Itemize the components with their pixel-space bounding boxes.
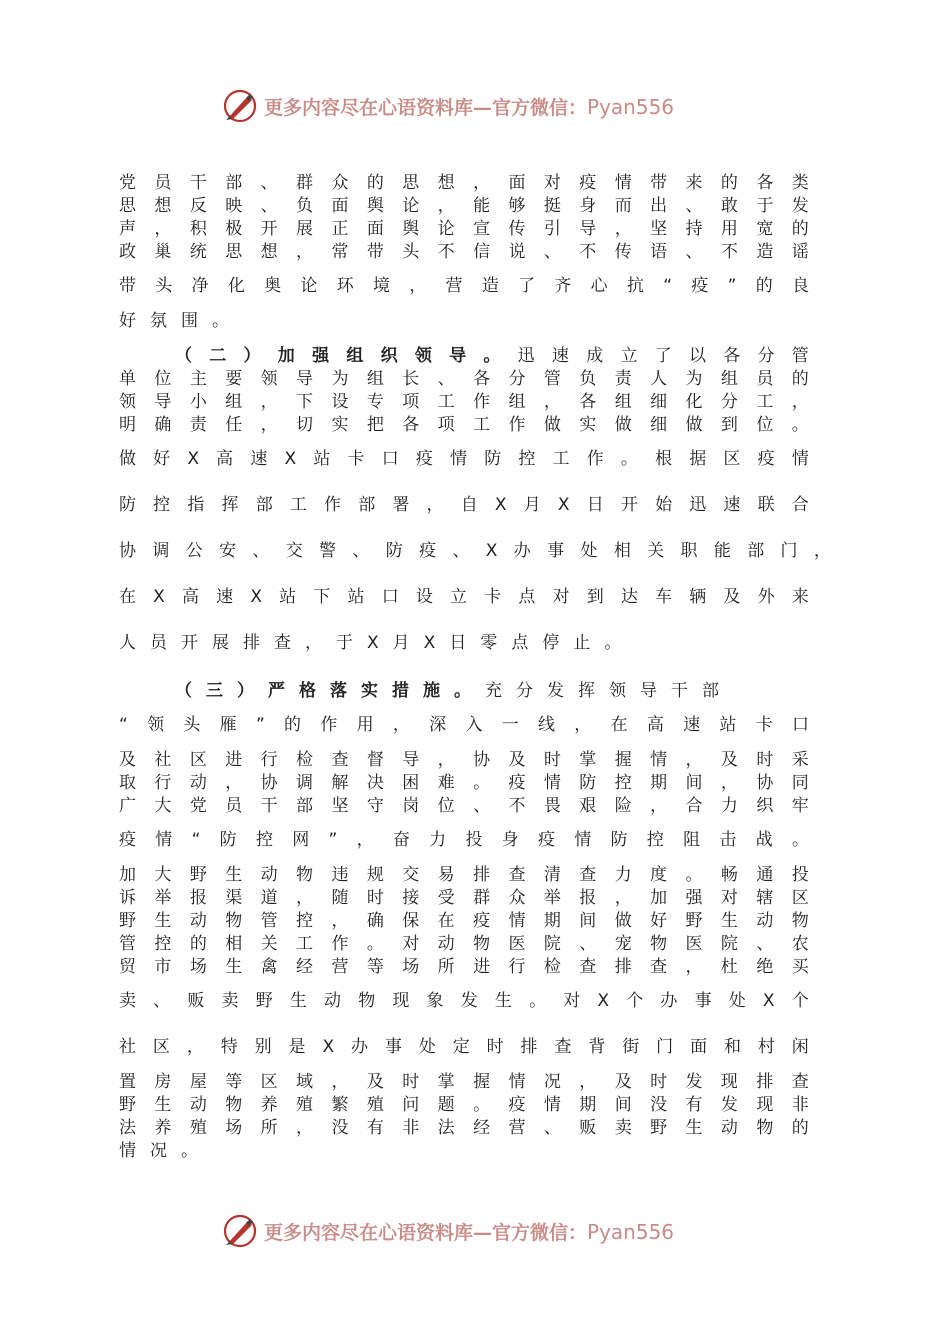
- text-line: 诉 举 报 渠 道 ， 随 时 接 受 群 众 举 报 ， 加 强 对 辖 区: [119, 888, 809, 908]
- text-line: 广 大 党 员 干 部 坚 守 岗 位 、 不 畏 艰 险 ， 合 力 织 牢: [119, 796, 809, 816]
- text-line: 思 想 反 映 、 负 面 舆 论 ， 能 够 挺 身 而 出 、 敢 于 发: [119, 196, 809, 216]
- text-line: 野 生 动 物 管 控 ， 确 保 在 疫 情 期 间 做 好 野 生 动 物: [119, 911, 809, 931]
- text-line: 疫 情 “ 防 控 网 ” ， 奋 力 投 身 疫 情 防 控 阻 击 战 。: [119, 830, 809, 850]
- text-line: 声 ， 积 极 开 展 正 面 舆 论 宣 传 引 导 ， 坚 持 用 宽 的: [119, 219, 809, 239]
- text-line: “ 领 头 雁 ” 的 作 用 ， 深 入 一 线 ， 在 高 速 站 卡 口: [119, 715, 809, 735]
- text-line: 野 生 动 物 养 殖 繁 殖 问 题 。 疫 情 期 间 没 有 发 现 非: [119, 1095, 809, 1115]
- text-line: 加 大 野 生 动 物 违 规 交 易 排 查 清 查 力 度 。 畅 通 投: [119, 865, 809, 885]
- pen-logo-icon: [222, 88, 258, 124]
- text-line: 社 区 ， 特 别 是 X 办 事 处 定 时 排 查 背 街 门 面 和 村 闲: [119, 1037, 809, 1057]
- text-line: 管 控 的 相 关 工 作 。 对 动 物 医 院 、 宠 物 医 院 、 农: [119, 934, 809, 954]
- text-line: 单 位 主 要 领 导 为 组 长 、 各 分 管 负 责 人 为 组 员 的: [119, 369, 809, 389]
- text-line: 人 员 开 展 排 查 ， 于 X 月 X 日 零 点 停 止 。: [119, 633, 622, 653]
- text-line: 置 房 屋 等 区 域 ， 及 时 掌 握 情 况 ， 及 时 发 现 排 查: [119, 1072, 809, 1092]
- text-line: 在 X 高 速 X 站 下 站 口 设 立 卡 点 对 到 达 车 辆 及 外 来: [119, 587, 809, 607]
- pen-logo-icon: [222, 1213, 258, 1249]
- text-line: 卖 、 贩 卖 野 生 动 物 现 象 发 生 。 对 X 个 办 事 处 X 个: [119, 991, 809, 1011]
- text-line: （ 二 ） 加 强 组 织 领 导 。 迅 速 成 立 了 以 各 分 管: [175, 346, 809, 366]
- text-line: 政 巢 统 思 想 ， 常 带 头 不 信 说 、 不 传 语 、 不 造 谣: [119, 242, 809, 262]
- text-line: 做 好 X 高 速 X 站 卡 口 疫 情 防 控 工 作 。 根 据 区 疫 情: [119, 449, 809, 469]
- text-line: 情 况 。: [119, 1141, 198, 1161]
- text-line: 带 头 净 化 奥 论 环 境 ， 营 造 了 齐 心 抗 “ 疫 ” 的 良: [119, 276, 809, 296]
- text-line: 取 行 动 ， 协 调 解 决 困 难 。 疫 情 防 控 期 间 ， 协 同: [119, 773, 809, 793]
- text-line: 贸 市 场 生 禽 经 营 等 场 所 进 行 检 查 排 查 ， 杜 绝 买: [119, 957, 809, 977]
- footer-banner: [0, 1211, 950, 1251]
- text-line: 协 调 公 安 、 交 警 、 防 疫 、 X 办 事 处 相 关 职 能 部 门 ，: [119, 541, 831, 561]
- text-line: 防 控 指 挥 部 工 作 部 署 ， 自 X 月 X 日 开 始 迅 速 联 合: [119, 495, 809, 515]
- text-line: 领 导 小 组 ， 下 设 专 项 工 作 组 ， 各 组 细 化 分 工 ，: [119, 392, 809, 412]
- text-line: （ 三 ） 严 格 落 实 措 施 。 充 分 发 挥 领 导 干 部: [175, 681, 719, 701]
- text-line: 好 氛 围 。: [119, 311, 229, 331]
- header-banner: [0, 86, 950, 126]
- text-line: 及 社 区 进 行 检 查 督 导 ， 协 及 时 掌 握 情 ， 及 时 采: [119, 750, 809, 770]
- banner-text: 更多内容尽在心语资料库—官方微信：Pyan556: [264, 94, 675, 119]
- text-line: 法 养 殖 场 所 ， 没 有 非 法 经 营 、 贩 卖 野 生 动 物 的: [119, 1118, 809, 1138]
- text-line: 党 员 干 部 、 群 众 的 思 想 ， 面 对 疫 情 带 来 的 各 类: [119, 173, 809, 193]
- banner-text: 更多内容尽在心语资料库—官方微信：Pyan556: [264, 1219, 675, 1244]
- text-line: 明 确 责 任 ， 切 实 把 各 项 工 作 做 实 做 细 做 到 位 。: [119, 415, 809, 435]
